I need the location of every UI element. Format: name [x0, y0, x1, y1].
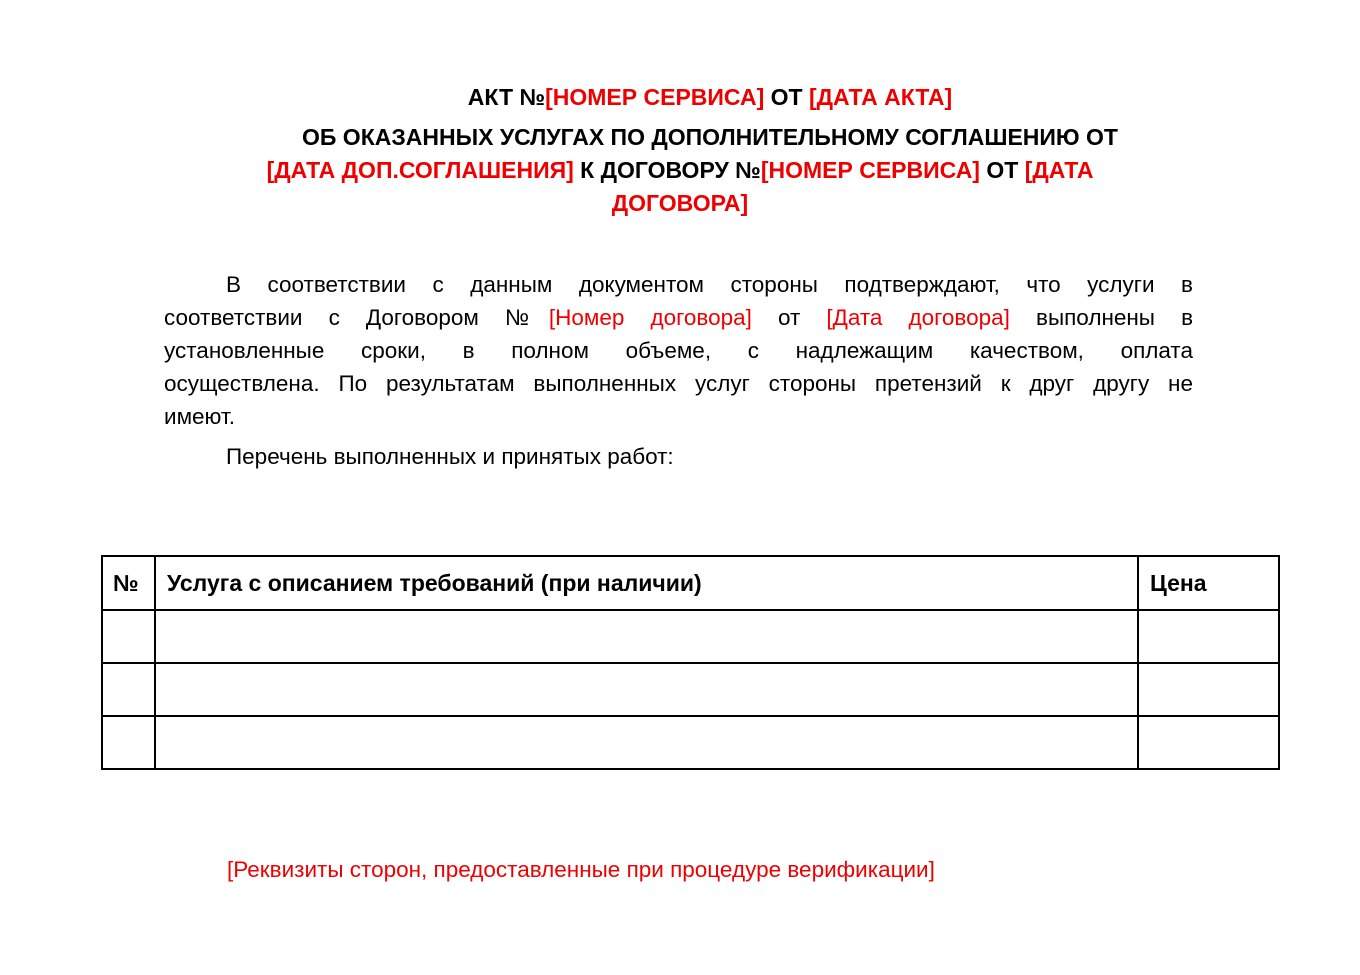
- column-header-number: №: [102, 556, 155, 610]
- cell-price[interactable]: [1138, 663, 1279, 716]
- contract-number-placeholder: [Номер договора]: [548, 305, 752, 330]
- paragraph-line: осуществлена. По результатам выполненных услуг стороны претензий к друг другу не: [164, 371, 1193, 396]
- cell-number[interactable]: [102, 716, 155, 769]
- cell-price[interactable]: [1138, 610, 1279, 663]
- party-requisites-placeholder: [Реквизиты сторон, предоставленные при процедуре верификации]: [227, 857, 935, 882]
- cell-service[interactable]: [155, 663, 1138, 716]
- act-title-mid: ОТ: [764, 84, 809, 110]
- services-table: [101, 555, 1280, 770]
- paragraph-line: В соответствии с данным документом стороны подтверждают, что услуги в: [226, 272, 1193, 297]
- act-subtitle-line: ОБ ОКАЗАННЫХ УСЛУГАХ ПО ДОПОЛНИТЕЛЬНОМУ СОГЛАШЕНИЮ ОТ: [302, 124, 1118, 150]
- act-title-prefix: АКТ №: [467, 84, 546, 110]
- paragraph-line: имеют.: [164, 404, 235, 429]
- cell-service[interactable]: [155, 716, 1138, 769]
- works-list-intro: Перечень выполненных и принятых работ:: [226, 444, 674, 469]
- cell-price[interactable]: [1138, 716, 1279, 769]
- service-number-placeholder: [НОМЕР СЕРВИСА]: [545, 84, 765, 110]
- agreement-date-placeholder: [ДАТА ДОП.СОГЛАШЕНИЯ]: [266, 157, 574, 183]
- cell-number[interactable]: [102, 663, 155, 716]
- act-subtitle-line-2: [0, 154, 1360, 187]
- act-title: [30, 81, 1360, 114]
- service-number-placeholder-2: [НОМЕР СЕРВИСА]: [760, 157, 980, 183]
- subtitle-mid-2: ОТ: [979, 157, 1025, 183]
- confirmation-paragraph: [164, 268, 1193, 433]
- table-row: [102, 716, 1279, 769]
- contract-date-placeholder-part2: ДОГОВОРА]: [611, 190, 749, 216]
- cell-service[interactable]: [155, 610, 1138, 663]
- act-date-placeholder: [ДАТА АКТА]: [808, 84, 953, 110]
- act-subtitle-line-3: [0, 187, 1360, 220]
- paragraph-line: установленные сроки, в полном объеме, с надлежащим качеством, оплата: [164, 338, 1193, 363]
- paragraph-line: соответствии с Договором №[Номер договора] от [Дата договора] выполнены в: [164, 305, 1194, 330]
- subtitle-mid: К ДОГОВОРУ №: [573, 157, 761, 183]
- column-header-service: Услуга с описанием требований (при наличии): [155, 556, 1138, 610]
- cell-number[interactable]: [102, 610, 155, 663]
- contract-date-placeholder-part1: [ДАТА: [1024, 157, 1094, 183]
- column-header-price: Цена: [1138, 556, 1279, 610]
- table-row: [102, 610, 1279, 663]
- contract-date-placeholder: [Дата договора]: [826, 305, 1010, 330]
- table-row: [102, 663, 1279, 716]
- table-header-row: [102, 556, 1279, 610]
